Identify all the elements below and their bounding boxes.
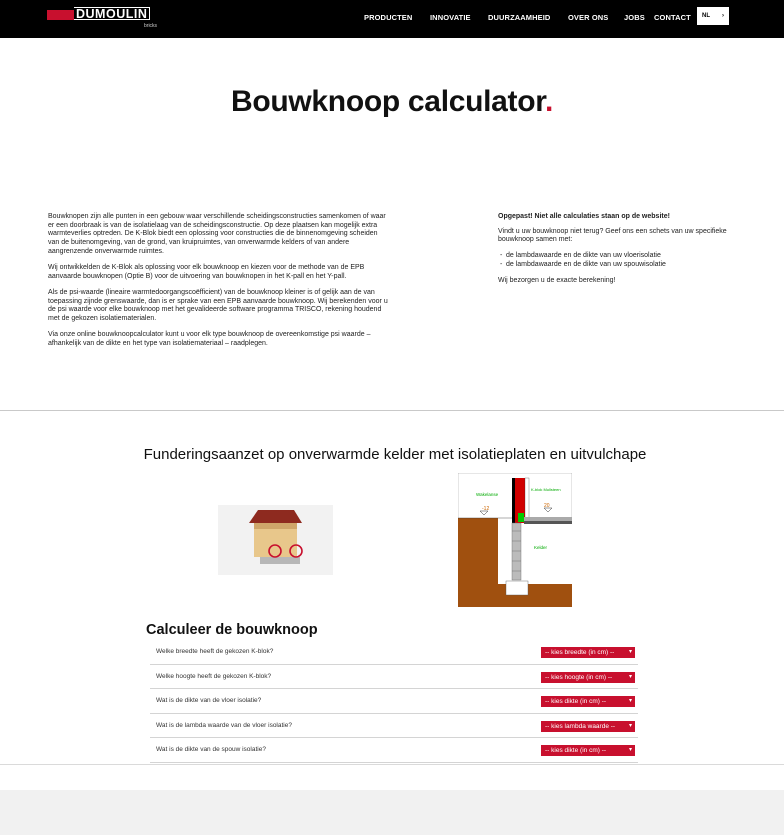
calculator-form [150,640,638,763]
form-row [150,738,638,763]
page-title-text: Bouwknoop calculator [230,85,545,118]
section-title: Funderingsaanzet op onverwarmde kelder met isolatieplaten en uitvulchape [143,446,647,463]
calculator-title: Calculeer de bouwknoop [146,622,318,638]
diagram-label-left: Wakelanse [476,492,499,497]
intro-paragraph: Als de psi-waarde (lineaire warmtedoorgangscoëfficient) van de bouwknoop kleiner is of gelijk aan de van toepassing zijnde grenswaarde, dan is er sprake van een EPB aanvaarde bouwknoop. Wij berekenden voor u de psi waarde voor elke bouwknoop met het gevalideerde software programma TRISCO, rekening houdend met de gekozen isolatiematerialen. [48,288,388,323]
intro-paragraph: Via onze online bouwknoopcalculator kunt u voor elk type bouwknoop de overeenkomstige psi waarde – afhankelijk van de dikte en het type van isolatiemateriaal – raadplegen. [48,331,371,347]
form-row [150,689,638,714]
nav-item-jobs[interactable]: JOBS [624,13,645,22]
chevron-down-icon: ▾ [628,747,632,753]
select-value: -- kies breedte (in cm) -- [545,649,615,656]
chevron-down-icon: ▾ [628,649,632,655]
house-icon [218,505,333,575]
footer-divider [0,764,784,765]
vloer-dikte-select[interactable] [541,696,635,707]
section-diagram [458,473,572,607]
select-value: -- kies hoogte (in cm) -- [545,673,613,681]
nav-item-contact[interactable]: CONTACT [654,13,691,22]
diagram-label-bottom: Kelder [534,545,548,550]
warning-list [498,252,743,269]
main-nav [0,13,784,25]
breedte-select[interactable] [541,647,635,658]
form-row [150,714,638,739]
language-selector[interactable] [697,7,729,25]
select-value: -- kies dikte (in cm) -- [545,747,607,754]
list-item: - de lambdawaarde en de dikte van uw vloerisolatie [498,252,743,261]
list-item: - de lambdawaarde en de dikte van uw spouwisolatie [498,261,743,270]
nav-item-producten[interactable]: PRODUCTEN [364,13,413,22]
intro-text [48,213,390,356]
form-question: Wat is de lambda waarde van de vloer isolatie? [156,721,292,729]
spouw-dikte-select[interactable] [541,745,635,756]
language-label: NL [702,13,710,19]
form-row [150,665,638,690]
top-navigation-bar [0,0,784,38]
warning-heading: Opgepast! Niet alle calculaties staan op de website! [498,213,670,220]
bouwknoop-diagram [458,473,572,607]
footer [0,790,784,835]
hoogte-select[interactable] [541,672,635,683]
logo-wordmark: DUMOULIN [74,7,150,20]
warning-note [498,213,743,292]
intro-paragraph: Bouwknopen zijn alle punten in een gebouw waar verschillende scheidingsconstructies samenkomen of waar er een doorbraak is van de isolatielaag van de scheidingsconstructie. Op deze plaatsen kan mogelijk extra warmteverlies optreden. De K-Blok biedt een oplossing voor constructies die de binnenomgeving scheiden van de buitenomgeving, van de grond, van kruipruimtes, van onverwarmde kelders of van andere aangrenzende onverwarmde ruimtes. [48,213,386,255]
nav-item-duurzaamheid[interactable]: DUURZAAMHEID [488,13,551,22]
chevron-right-icon: › [722,13,724,19]
lambda-select[interactable] [541,721,635,732]
form-question: Wat is de dikte van de vloer isolatie? [156,697,262,704]
logo-tagline: bricks [144,23,158,29]
warning-text: Vindt u uw bouwknoop niet terug? Geef ons een schets van uw specifieke bouwknoop samen met: [498,227,727,244]
warning-closing: Wij bezorgen u de exacte berekening! [498,276,616,284]
form-question: Welke breedte heeft de gekozen K-blok? [156,648,274,655]
diagram-label-right: K-blok Mullsteen [531,487,561,492]
form-question: Wat is de dikte van de spouw isolatie? [156,746,266,753]
house-illustration [218,505,333,575]
chevron-down-icon: ▾ [628,698,632,704]
title-accent-dot: . [545,85,554,118]
nav-item-innovatie[interactable]: INNOVATIE [430,13,471,22]
page-title [0,85,784,119]
diagram-value-left: -12 [482,506,490,512]
chevron-down-icon: ▾ [628,722,632,729]
intro-paragraph: Wij ontwikkelden de K-Blok als oplossing voor elk bouwknoop en kiezen voor de methode van de EPB aanvaarde bouwknopen (Optie B) voor de uitvoering van bouwknopen in het K-pall en het Y-pall. [48,264,365,280]
select-value: -- kies lambda waarde -- [545,722,616,730]
nav-item-over-ons[interactable]: OVER ONS [568,13,609,22]
chevron-down-icon: ▾ [628,673,632,680]
select-value: -- kies dikte (in cm) -- [545,698,607,705]
form-row [150,640,638,665]
diagram-value-right: 20 [544,503,550,509]
form-question: Welke hoogte heeft de gekozen K-blok? [156,672,272,680]
section-divider [0,410,784,411]
